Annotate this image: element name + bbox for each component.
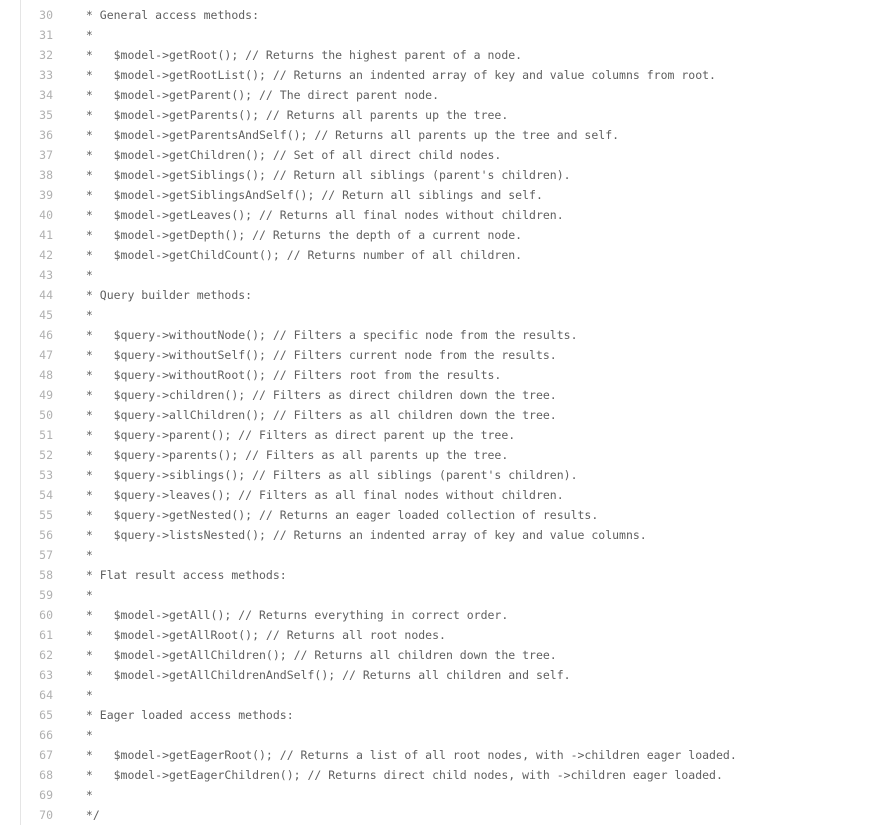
line-content: * General access methods: [79, 8, 260, 22]
line-number[interactable]: 69 [39, 788, 53, 802]
line-number[interactable]: 40 [39, 208, 53, 222]
line-content: * $model->getRootList(); // Returns an indented array of key and value columns from root. [79, 68, 716, 82]
line-content: * $model->getAll(); // Returns everything in correct order. [79, 608, 509, 622]
line-number[interactable]: 55 [39, 508, 53, 522]
code-line [21, 665, 878, 685]
line-number[interactable]: 70 [39, 808, 53, 822]
code-line [21, 465, 878, 485]
line-content: * $model->getAllRoot(); // Returns all root nodes. [79, 628, 446, 642]
line-number[interactable]: 45 [39, 308, 53, 322]
line-content: * $model->getDepth(); // Returns the depth of a current node. [79, 228, 523, 242]
code-line [21, 285, 878, 305]
line-content: * $query->allChildren(); // Filters as all children down the tree. [79, 408, 557, 422]
line-number[interactable]: 59 [39, 588, 53, 602]
line-number[interactable]: 67 [39, 748, 53, 762]
line-content: * $query->getNested(); // Returns an eager loaded collection of results. [79, 508, 599, 522]
code-line [21, 725, 878, 745]
code-line [21, 605, 878, 625]
code-line [21, 345, 878, 365]
line-number[interactable]: 57 [39, 548, 53, 562]
line-content: * $query->listsNested(); // Returns an indented array of key and value columns. [79, 528, 647, 542]
code-line [21, 325, 878, 345]
line-number[interactable]: 42 [39, 248, 53, 262]
line-number[interactable]: 35 [39, 108, 53, 122]
line-content: * $model->getSiblings(); // Return all siblings (parent's children). [79, 168, 571, 182]
line-number[interactable]: 54 [39, 488, 53, 502]
line-number[interactable]: 51 [39, 428, 53, 442]
line-content: */ [79, 808, 100, 822]
line-number[interactable]: 58 [39, 568, 53, 582]
line-content: * $model->getLeaves(); // Returns all final nodes without children. [79, 208, 564, 222]
line-number[interactable]: 63 [39, 668, 53, 682]
line-number[interactable]: 64 [39, 688, 53, 702]
line-content: * $model->getEagerChildren(); // Returns direct child nodes, with ->children eager loaded. [79, 768, 723, 782]
line-content: * $model->getParent(); // The direct parent node. [79, 88, 440, 102]
code-line [21, 405, 878, 425]
code-line [21, 445, 878, 465]
line-content: * $query->children(); // Filters as direct children down the tree. [79, 388, 557, 402]
code-line [21, 45, 878, 65]
line-number[interactable]: 43 [39, 268, 53, 282]
line-content: * $model->getParents(); // Returns all parents up the tree. [79, 108, 509, 122]
line-number[interactable]: 44 [39, 288, 53, 302]
line-content: * Eager loaded access methods: [79, 708, 294, 722]
line-content: * $query->leaves(); // Filters as all final nodes without children. [79, 488, 564, 502]
line-content: * [79, 728, 93, 742]
code-line [21, 765, 878, 785]
code-line [21, 65, 878, 85]
code-line [21, 565, 878, 585]
code-line [21, 205, 878, 225]
line-content: * [79, 588, 93, 602]
line-content: * $model->getEagerRoot(); // Returns a list of all root nodes, with ->children eager loaded. [79, 748, 737, 762]
code-line [21, 365, 878, 385]
line-number[interactable]: 50 [39, 408, 53, 422]
line-number[interactable]: 68 [39, 768, 53, 782]
code-line [21, 265, 878, 285]
code-line [21, 25, 878, 45]
code-line [21, 85, 878, 105]
code-line [21, 185, 878, 205]
code-line [21, 525, 878, 545]
line-number[interactable]: 32 [39, 48, 53, 62]
line-content: * $model->getChildren(); // Set of all direct child nodes. [79, 148, 502, 162]
line-content: * $query->withoutRoot(); // Filters root from the results. [79, 368, 502, 382]
code-line [21, 385, 878, 405]
code-line [21, 165, 878, 185]
line-number[interactable]: 49 [39, 388, 53, 402]
line-number[interactable]: 48 [39, 368, 53, 382]
line-content: * $model->getSiblingsAndSelf(); // Return all siblings and self. [79, 188, 543, 202]
code-line [21, 125, 878, 145]
line-content: * $model->getRoot(); // Returns the highest parent of a node. [79, 48, 523, 62]
code-line [21, 105, 878, 125]
line-number[interactable]: 66 [39, 728, 53, 742]
line-content: * Flat result access methods: [79, 568, 287, 582]
line-content: * [79, 688, 93, 702]
code-line [21, 5, 878, 25]
line-content: * $query->parent(); // Filters as direct parent up the tree. [79, 428, 516, 442]
line-number[interactable]: 37 [39, 148, 53, 162]
line-content: * $model->getParentsAndSelf(); // Returns all parents up the tree and self. [79, 128, 620, 142]
line-number[interactable]: 41 [39, 228, 53, 242]
code-line [21, 545, 878, 565]
line-number[interactable]: 62 [39, 648, 53, 662]
line-number[interactable]: 31 [39, 28, 53, 42]
line-content: * [79, 268, 93, 282]
line-content: * $query->withoutNode(); // Filters a specific node from the results. [79, 328, 578, 342]
line-content: * $query->siblings(); // Filters as all siblings (parent's children). [79, 468, 578, 482]
line-content: * $model->getChildCount(); // Returns number of all children. [79, 248, 523, 262]
code-line [21, 585, 878, 605]
line-number[interactable]: 61 [39, 628, 53, 642]
code-line [21, 225, 878, 245]
code-view [20, 0, 878, 825]
code-line [21, 425, 878, 445]
line-number[interactable]: 39 [39, 188, 53, 202]
line-number[interactable]: 30 [39, 8, 53, 22]
code-lines [21, 5, 878, 825]
line-number[interactable]: 47 [39, 348, 53, 362]
line-number[interactable]: 53 [39, 468, 53, 482]
code-line [21, 625, 878, 645]
code-line [21, 145, 878, 165]
line-number[interactable]: 56 [39, 528, 53, 542]
line-content: * $model->getAllChildrenAndSelf(); // Returns all children and self. [79, 668, 571, 682]
code-line [21, 745, 878, 765]
line-content: * [79, 788, 93, 802]
line-number[interactable]: 52 [39, 448, 53, 462]
line-number[interactable]: 34 [39, 88, 53, 102]
line-content: * $query->parents(); // Filters as all parents up the tree. [79, 448, 509, 462]
code-line [21, 705, 878, 725]
code-line [21, 685, 878, 705]
line-number[interactable]: 60 [39, 608, 53, 622]
code-line [21, 245, 878, 265]
code-line [21, 805, 878, 825]
code-line [21, 785, 878, 805]
line-content: * [79, 548, 93, 562]
line-content: * Query builder methods: [79, 288, 253, 302]
line-number[interactable]: 38 [39, 168, 53, 182]
line-number[interactable]: 65 [39, 708, 53, 722]
line-number[interactable]: 33 [39, 68, 53, 82]
code-line [21, 645, 878, 665]
code-line [21, 305, 878, 325]
code-line [21, 485, 878, 505]
line-number[interactable]: 36 [39, 128, 53, 142]
line-content: * [79, 28, 93, 42]
line-content: * $query->withoutSelf(); // Filters current node from the results. [79, 348, 557, 362]
line-number[interactable]: 46 [39, 328, 53, 342]
line-content: * $model->getAllChildren(); // Returns all children down the tree. [79, 648, 557, 662]
line-content: * [79, 308, 93, 322]
code-line [21, 505, 878, 525]
